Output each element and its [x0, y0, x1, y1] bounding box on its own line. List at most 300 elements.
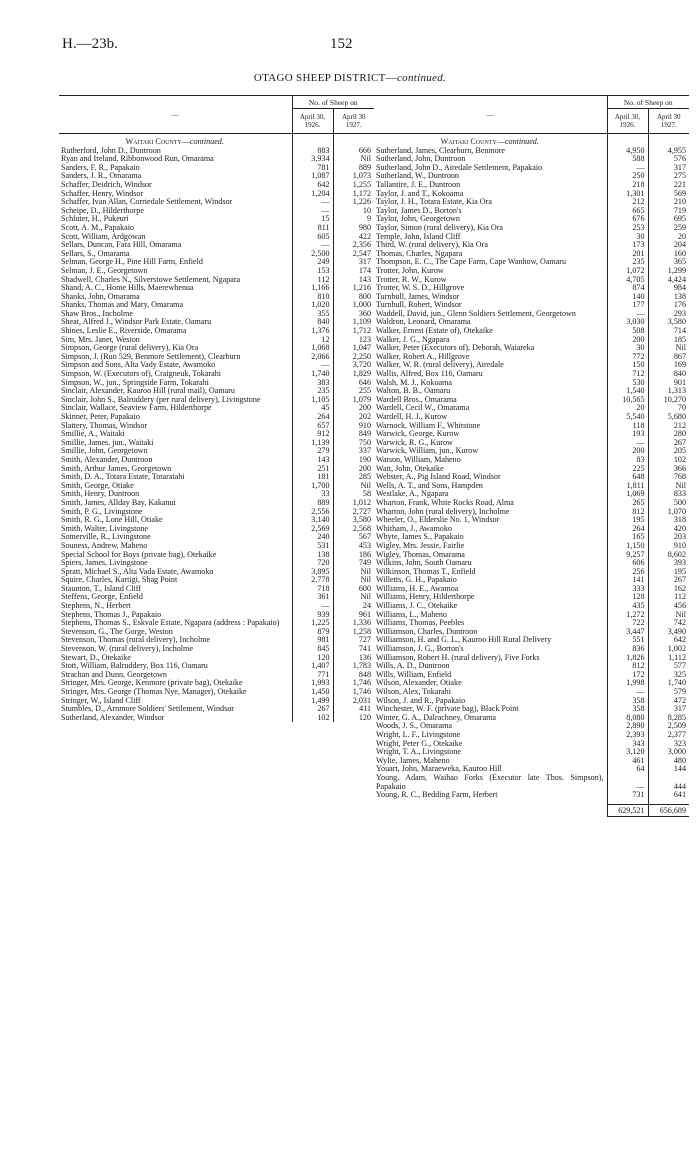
sheep-1926: 343	[607, 740, 648, 749]
holder-name: Wills, William, Enfield	[374, 671, 607, 680]
sheep-1926: 3,120	[607, 748, 648, 757]
holder-name: Schaffer, Henry, Windsor	[59, 190, 292, 199]
sheep-1926: 173	[607, 241, 648, 250]
sheep-1926: 33	[292, 490, 333, 499]
holder-name: Temple, John, Island Cliff	[374, 233, 607, 242]
sheep-1926: 551	[607, 636, 648, 645]
sheep-1927: 185	[673, 334, 686, 344]
sheep-1926: 1,993	[292, 679, 333, 688]
holder-name: Wigley, Mrs. Jessie, Fairlie	[374, 542, 607, 551]
sheep-1926: 2,778	[292, 576, 333, 585]
sheep-1927: 1,112	[668, 652, 686, 662]
holder-name: Williams, J. C., Otekaike	[374, 602, 607, 611]
sheep-1927: 20	[677, 231, 686, 241]
sheep-1927: 1,740	[667, 678, 686, 688]
sheep-1927: 8,602	[667, 549, 686, 559]
sheep-1926: —	[607, 310, 648, 319]
sheep-1927: 210	[673, 197, 686, 207]
sheep-1926: 4,705	[607, 276, 648, 285]
holder-name: Warnock, William F., Whitstone	[374, 422, 607, 431]
holder-name: Stumbles, D., Arnmore Soldiers' Settlement, Windsor	[59, 705, 292, 714]
sheep-1926: 874	[607, 284, 648, 293]
sheep-1927: 579	[673, 687, 686, 696]
year-1927-header: April 30 1927.	[648, 109, 689, 134]
sheep-1926: 200	[607, 447, 648, 456]
sheep-1926: 218	[607, 181, 648, 190]
holder-name: Tallantire, J. E., Duntroon	[374, 181, 607, 190]
sheep-1926: 250	[607, 172, 648, 181]
sheep-1926: 939	[292, 611, 333, 620]
sheep-1927: 24	[362, 601, 371, 611]
total-1926: 629,521	[607, 804, 648, 817]
holder-name: Shanks, Thomas and Mary, Omarama	[59, 301, 292, 310]
holder-name: Watson, William, Maheno	[374, 456, 607, 465]
holder-name: Spratt, Michael S., Alta Vada Estate, Awamoko	[59, 568, 292, 577]
sheep-1927: 1,000	[352, 300, 371, 310]
section-heading-row	[59, 134, 374, 147]
sheep-1926: 642	[292, 181, 333, 190]
sheep-1927: Nil	[360, 154, 371, 164]
sheep-1926: 811	[292, 224, 333, 233]
sheep-1927: 1,255	[352, 179, 371, 189]
sheep-1927: 646	[358, 377, 371, 387]
sheep-table-left	[59, 95, 374, 722]
holder-name: Stringer, Mrs. George (Thomas Nye, Manager), Otekaike	[59, 688, 292, 697]
holder-name: Smith, Walter, Livingstone	[59, 525, 292, 534]
sheep-1926: 731	[607, 791, 648, 800]
sheep-1927: 138	[673, 291, 686, 301]
sheep-1927: 1,313	[667, 386, 686, 396]
holder-name: Shines, Leslie E., Riverside, Omarama	[59, 327, 292, 336]
holder-name: Wright, T. A., Livingstone	[374, 748, 607, 757]
name-column-header: —	[59, 96, 292, 134]
holder-name: Walton, B. B., Oamaru	[374, 387, 607, 396]
table-body-right	[374, 134, 689, 817]
holder-name: Sinclair, Alexander, Kauroo Hill (rural mail), Oamaru	[59, 387, 292, 396]
title-main: OTAGO SHEEP DISTRICT—	[253, 72, 397, 84]
sheep-1926: 358	[607, 705, 648, 714]
left-column	[59, 95, 374, 722]
holder-name: Stewart, D., Otekaike	[59, 654, 292, 663]
holder-name: Watt, John, Otekaike	[374, 465, 607, 474]
holder-name: Warwick, George, Kurow	[374, 430, 607, 439]
sheep-1927: 3,580	[352, 515, 371, 525]
sheep-1927: 112	[674, 592, 686, 602]
sheep-1927: Nil	[360, 480, 371, 490]
holder-name: Selman, George H., Pine Hill Farm, Enfield	[59, 258, 292, 267]
sheep-1926: —	[292, 241, 333, 250]
sheep-1927: 695	[673, 214, 686, 224]
sheep-1926: 1,998	[607, 679, 648, 688]
sheep-1927: 749	[358, 558, 371, 568]
holder-name: Simpson, J. (Run 529, Benmore Settlement), Clearburn	[59, 353, 292, 362]
sheep-1926: 810	[292, 293, 333, 302]
holder-name: Wilson, J. and R., Papakaio	[374, 697, 607, 706]
sheep-1927: 1,829	[352, 369, 371, 379]
holder-name: Smith, George, Otiake	[59, 482, 292, 491]
holder-name: Wilson, Alex, Tokarahi	[374, 688, 607, 697]
holder-name: Simpson, W., jun., Springside Farm, Tokarahi	[59, 379, 292, 388]
sheep-1927: 480	[673, 755, 686, 765]
sheep-1927: 1,172	[352, 188, 371, 198]
holder-name: Williams, Thomas, Peebles	[374, 619, 607, 628]
sheep-1927: 1,079	[352, 394, 371, 404]
sheep-1927: 190	[358, 454, 371, 464]
sheep-1926: 2,066	[292, 353, 333, 362]
sheep-1927: 1,047	[352, 343, 371, 353]
holder-name: Slattery, Thomas, Windsor	[59, 422, 292, 431]
table-body-left	[59, 134, 374, 723]
sheep-1926: 102	[292, 714, 333, 723]
sheep-1927: 3,490	[667, 626, 686, 636]
holder-name: Shadwell, Charles N., Silverstowe Settlement, Ngapara	[59, 276, 292, 285]
sheep-1927: 169	[673, 360, 686, 370]
sheep-1926: 1,740	[292, 370, 333, 379]
sheep-1927: 500	[673, 497, 686, 507]
holder-name: Williamson, Charles, Duntroon	[374, 628, 607, 637]
sheep-1926: 657	[292, 422, 333, 431]
sheep-1927: 411	[359, 704, 371, 714]
holder-name: Simpson and Sons, Alta Vady Estate, Awamoko	[59, 361, 292, 370]
holder-name: Sheat, Alfred J., Windsor Park Estate, Oamaru	[59, 318, 292, 327]
sheep-1927: 325	[673, 669, 686, 679]
holder-name: Simpson, W. (Executors of), Craigneuk, Tokarahi	[59, 370, 292, 379]
sheep-1926: 712	[607, 370, 648, 379]
sheep-1926: 781	[292, 164, 333, 173]
sheep-1926: 3,447	[607, 628, 648, 637]
sheep-1927: 750	[358, 437, 371, 447]
sheep-1927: Nil	[360, 566, 371, 576]
sheep-1927: 714	[673, 326, 686, 336]
year-1926-header: April 30, 1926.	[607, 109, 648, 134]
sheep-1926: 1,068	[292, 344, 333, 353]
sheep-1927: 200	[358, 403, 371, 413]
sheep-1926: 225	[607, 465, 648, 474]
sheep-1927: Nil	[675, 343, 686, 353]
sheep-1926: 165	[607, 533, 648, 542]
sheep-1926: 5,540	[607, 413, 648, 422]
holder-name: Somerville, R., Livingstone	[59, 533, 292, 542]
holder-name: Turnbull, James, Windsor	[374, 293, 607, 302]
holder-name: Ryan and Ireland, Ribbonwood Run, Omarama	[59, 155, 292, 164]
holder-name: Smillie, A., Waitaki	[59, 430, 292, 439]
year-1926-header: April 30, 1926.	[292, 109, 333, 134]
sheep-1927: 1,299	[667, 265, 686, 275]
holder-name: Special School for Boys (private bag), Otekaike	[59, 551, 292, 560]
holder-name: Williams, L., Maheno	[374, 611, 607, 620]
holder-name: Wilson, Alexander, Otiake	[374, 679, 607, 688]
holder-name: Smith, Alexander, Duntroon	[59, 456, 292, 465]
sheep-1926: 530	[607, 379, 648, 388]
holder-name: Sinclair, John S., Balruddery (per rural delivery), Livingstone	[59, 396, 292, 405]
sheep-1926: 383	[292, 379, 333, 388]
sheep-1927: 317	[358, 257, 371, 267]
sheep-1927: 280	[673, 429, 686, 439]
holder-name: Williams, H. E., Awamoa	[374, 585, 607, 594]
sheep-1926: 3,140	[292, 516, 333, 525]
sheep-1926: 722	[607, 619, 648, 628]
sheep-1926: 1,020	[292, 301, 333, 310]
holder-name: Sutherland, John, Duntroon	[374, 155, 607, 164]
sheep-1927: 768	[673, 472, 686, 482]
sheep-1927: 422	[358, 231, 371, 241]
sheep-1927: 2,568	[352, 523, 371, 533]
sheep-1926: 836	[607, 645, 648, 654]
sheep-1927: 833	[673, 489, 686, 499]
holder-name: Young, Adam, Waihao Forks (Executor late Thos. Simpson), Papakaio	[374, 774, 607, 791]
sheep-1926: 1,376	[292, 327, 333, 336]
sheep-1926: 1,450	[292, 688, 333, 697]
holder-name: Wharton, John (rural delivery), Incholme	[374, 508, 607, 517]
sheep-1927: 742	[673, 618, 686, 628]
sheep-1927: 186	[358, 549, 371, 559]
holder-name: Sutherland, W., Duntroon	[374, 172, 607, 181]
sheep-1926: —	[607, 439, 648, 448]
sheep-1926: 1,139	[292, 439, 333, 448]
holder-name: Simpson, George (rural delivery), Kia Ora	[59, 344, 292, 353]
holder-name: Woods, J. S., Omarama	[374, 722, 607, 731]
sheep-1926: 138	[292, 551, 333, 560]
sheep-1927: 569	[673, 188, 686, 198]
sheep-1926: 879	[292, 628, 333, 637]
sheep-1927: 337	[358, 446, 371, 456]
sheep-1926: 606	[607, 559, 648, 568]
sheep-1927: 136	[358, 652, 371, 662]
holder-name: Selman, J. E., Georgetown	[59, 267, 292, 276]
holder-name: Shanks, John, Omarama	[59, 293, 292, 302]
sheep-1927: 259	[673, 222, 686, 232]
holder-name: Smith, P. G., Livingstone	[59, 508, 292, 517]
sheep-1927: Nil	[675, 609, 686, 619]
sheep-1926: 912	[292, 430, 333, 439]
sheep-1926: 771	[292, 671, 333, 680]
holder-name: Trotter, W. S. D., Hillgrove	[374, 284, 607, 293]
holder-name: Walker, Peter (Executors of), Deborah, Waiareka	[374, 344, 607, 353]
holder-name: Smillie, James, jun., Waitaki	[59, 439, 292, 448]
sheep-1926: 181	[292, 473, 333, 482]
sheep-1926: 12	[292, 336, 333, 345]
holder-name: Smith, Arthur James, Georgetown	[59, 465, 292, 474]
holder-name: Wheeler, O., Elderslie No. 1, Windsor	[374, 516, 607, 525]
holder-name: Smith, Henry, Duntroon	[59, 490, 292, 499]
county-heading: Waitaki County—continued.	[59, 134, 292, 147]
sheep-1926: 15	[292, 215, 333, 224]
sheep-1927: 275	[673, 171, 686, 181]
holder-name: Sim, Mrs. Janet, Weston	[59, 336, 292, 345]
sheep-1926: 30	[607, 344, 648, 353]
holder-name: Rutherford, John D., Duntroon	[59, 147, 292, 156]
sheep-1926: 1,301	[607, 190, 648, 199]
total-1927: 656,689	[648, 804, 689, 817]
sheep-1927: 848	[358, 669, 371, 679]
holder-name: Scott, A. M., Papakaio	[59, 224, 292, 233]
document-code: H.—23b.	[62, 36, 118, 52]
sheep-1926: 1,499	[292, 697, 333, 706]
sheep-1926: 333	[607, 585, 648, 594]
sheep-1927: 221	[673, 179, 686, 189]
table-row	[374, 791, 689, 800]
holder-name: Wright, Peter G., Otekaike	[374, 740, 607, 749]
sheep-1927: Nil	[360, 575, 371, 585]
sheep-1927: 567	[358, 532, 371, 542]
sheep-1926: 883	[292, 147, 333, 156]
sheep-1926: 153	[292, 267, 333, 276]
holder-name: Shaw Bros., Incholme	[59, 310, 292, 319]
sheep-1926: 358	[607, 697, 648, 706]
sheep-1927: 9	[366, 214, 371, 224]
sheep-1927: 901	[673, 377, 686, 387]
sheep-1927: 2,509	[667, 721, 686, 731]
sheep-1927: 10,270	[663, 394, 686, 404]
sheep-1926: 435	[607, 602, 648, 611]
holder-name: Wallis, Alfred, Box 116, Oamaru	[374, 370, 607, 379]
sheep-1926: 1,204	[292, 190, 333, 199]
year-1927-header: April 30 1927.	[333, 109, 374, 134]
holder-name: Whitham, J., Awamoko	[374, 525, 607, 534]
sheep-1927: 176	[673, 300, 686, 310]
sheep-1927: 4,424	[667, 274, 686, 284]
sheep-1927: 393	[673, 558, 686, 568]
sheep-1927: 3,580	[667, 317, 686, 327]
holder-name: Schaffer, Deidrich, Windsor	[59, 181, 292, 190]
sheep-1926: 140	[607, 293, 648, 302]
sheep-1926: 141	[607, 576, 648, 585]
table-row	[59, 714, 374, 723]
holder-name: Wylie, James, Maheno	[374, 757, 607, 766]
holder-name: Winchester, W. F. (private bag), Black Point	[374, 705, 607, 714]
holder-name: Sanders, F. R., Papakaio	[59, 164, 292, 173]
sheep-1927: Nil	[675, 480, 686, 490]
sheep-1927: 174	[358, 265, 371, 275]
holder-name: Williamson, H. and G. L., Kauroo Hill Rural Delivery	[374, 636, 607, 645]
holder-name: Wardell, Cecil W., Omarama	[374, 404, 607, 413]
sheep-1927: 1,073	[352, 171, 371, 181]
holder-name: Taylor, J. and T., Kokoama	[374, 190, 607, 199]
sheep-1926: 249	[292, 258, 333, 267]
sheep-1926: 1,150	[607, 542, 648, 551]
sheep-1926: 981	[292, 636, 333, 645]
table-row	[374, 774, 689, 791]
sheep-1927: 144	[673, 764, 686, 774]
sheep-1927: 1,216	[352, 283, 371, 293]
sheep-1927: 143	[358, 274, 371, 284]
sheep-1926: 508	[607, 327, 648, 336]
holder-name: Warwick, William, jun., Kurow	[374, 447, 607, 456]
sheep-1926: 64	[607, 765, 648, 774]
sheep-1927: 2,727	[352, 506, 371, 516]
sheep-1926: 2,393	[607, 731, 648, 740]
sheep-1926: 361	[292, 593, 333, 602]
sheep-1927: 1,109	[352, 317, 371, 327]
sheep-1926: —	[607, 164, 648, 173]
sheep-1927: 267	[673, 575, 686, 585]
sheep-1927: 889	[358, 162, 371, 172]
sheep-1926: 2,569	[292, 525, 333, 534]
sheep-1927: 4,955	[667, 145, 686, 155]
holder-name: Stevenson, Thomas (rural delivery), Incholme	[59, 636, 292, 645]
holder-name: Wharton, Frank, White Rocks Road, Alma	[374, 499, 607, 508]
sheep-1927: 984	[673, 283, 686, 293]
sheep-1927: 204	[673, 240, 686, 250]
sheep-1927: 980	[358, 222, 371, 232]
sheep-1927: 1,746	[352, 678, 371, 688]
sheep-1926: 9,257	[607, 551, 648, 560]
holder-name: Walker, J. G., Ngapara	[374, 336, 607, 345]
sheep-1927: 1,783	[352, 661, 371, 671]
sheep-1926: 3,030	[607, 318, 648, 327]
sheep-1927: 267	[673, 437, 686, 447]
sheep-1926: 193	[607, 430, 648, 439]
sheep-1926: 531	[292, 542, 333, 551]
sheep-1927: 123	[358, 334, 371, 344]
sheep-1926: 840	[292, 318, 333, 327]
sheep-1927: 444	[673, 781, 686, 791]
holder-name: Stringer, W., Island Cliff	[59, 697, 292, 706]
holder-name: Third, W. (rural delivery), Kia Ora	[374, 241, 607, 250]
holder-name: Stephens, Thomas J., Papakaio	[59, 611, 292, 620]
sheep-1927: 212	[673, 420, 686, 430]
holder-name: Smith, R. G., Lone Hill, Otiake	[59, 516, 292, 525]
holder-name: Souness, Andrew, Maheno	[59, 542, 292, 551]
sheep-1927: 641	[673, 790, 686, 800]
holder-name: Stevenson, W. (rural delivery), Incholme	[59, 645, 292, 654]
sheep-1927: 867	[673, 351, 686, 361]
holder-name: Scott, William, Ardgowan	[59, 233, 292, 242]
sheep-1926: 1,225	[292, 619, 333, 628]
sheep-1927: 840	[673, 369, 686, 379]
sheep-1927: Nil	[360, 592, 371, 602]
sheep-1926: 720	[292, 559, 333, 568]
sheep-1927: 1,336	[352, 618, 371, 628]
holder-name: Trotter, R. W., Kurow	[374, 276, 607, 285]
county-heading: Waitaki County—continued.	[374, 134, 607, 147]
holder-name: Wills, A. D., Duntroon	[374, 662, 607, 671]
sheep-1926: 265	[607, 499, 648, 508]
sheep-1926: —	[607, 688, 648, 697]
sheep-1926: —	[607, 774, 648, 791]
holder-name: Steffens, George, Enfield	[59, 593, 292, 602]
sheep-1927: 255	[358, 386, 371, 396]
sheep-1927: 10	[362, 205, 371, 215]
name-column-header: —	[374, 96, 607, 134]
sheep-1926: 195	[607, 516, 648, 525]
sheep-1927: 1,002	[667, 644, 686, 654]
sheep-1926: 212	[607, 198, 648, 207]
holder-name: Stevenson, G., The Gorge, Weston	[59, 628, 292, 637]
sheep-1926: 772	[607, 353, 648, 362]
sheep-1927: 642	[673, 635, 686, 645]
holder-name: Trotter, John, Kurow	[374, 267, 607, 276]
sheep-1926: 20	[607, 404, 648, 413]
holder-name: Skinner, Peter, Papakaio	[59, 413, 292, 422]
holder-name: Warwick, R. G., Kurow	[374, 439, 607, 448]
sheep-1927: 203	[673, 532, 686, 542]
holder-name: Sanders, J. R., Omarama	[59, 172, 292, 181]
sheep-1926: 256	[607, 568, 648, 577]
sheep-1926: 1,407	[292, 662, 333, 671]
sheep-1927: 1,012	[352, 497, 371, 507]
totals-row	[374, 804, 689, 817]
holder-name: Williamson, J. G., Borton's	[374, 645, 607, 654]
sheep-1926: 267	[292, 705, 333, 714]
sheep-1927: 317	[673, 162, 686, 172]
sheep-1927: 727	[358, 635, 371, 645]
sheep-1927: 205	[673, 446, 686, 456]
sheep-1926: 235	[292, 387, 333, 396]
sheep-1927: 318	[673, 515, 686, 525]
sheep-1927: 456	[673, 601, 686, 611]
holder-name: Youart, John, Maraeweka, Kauroo Hill	[374, 765, 607, 774]
